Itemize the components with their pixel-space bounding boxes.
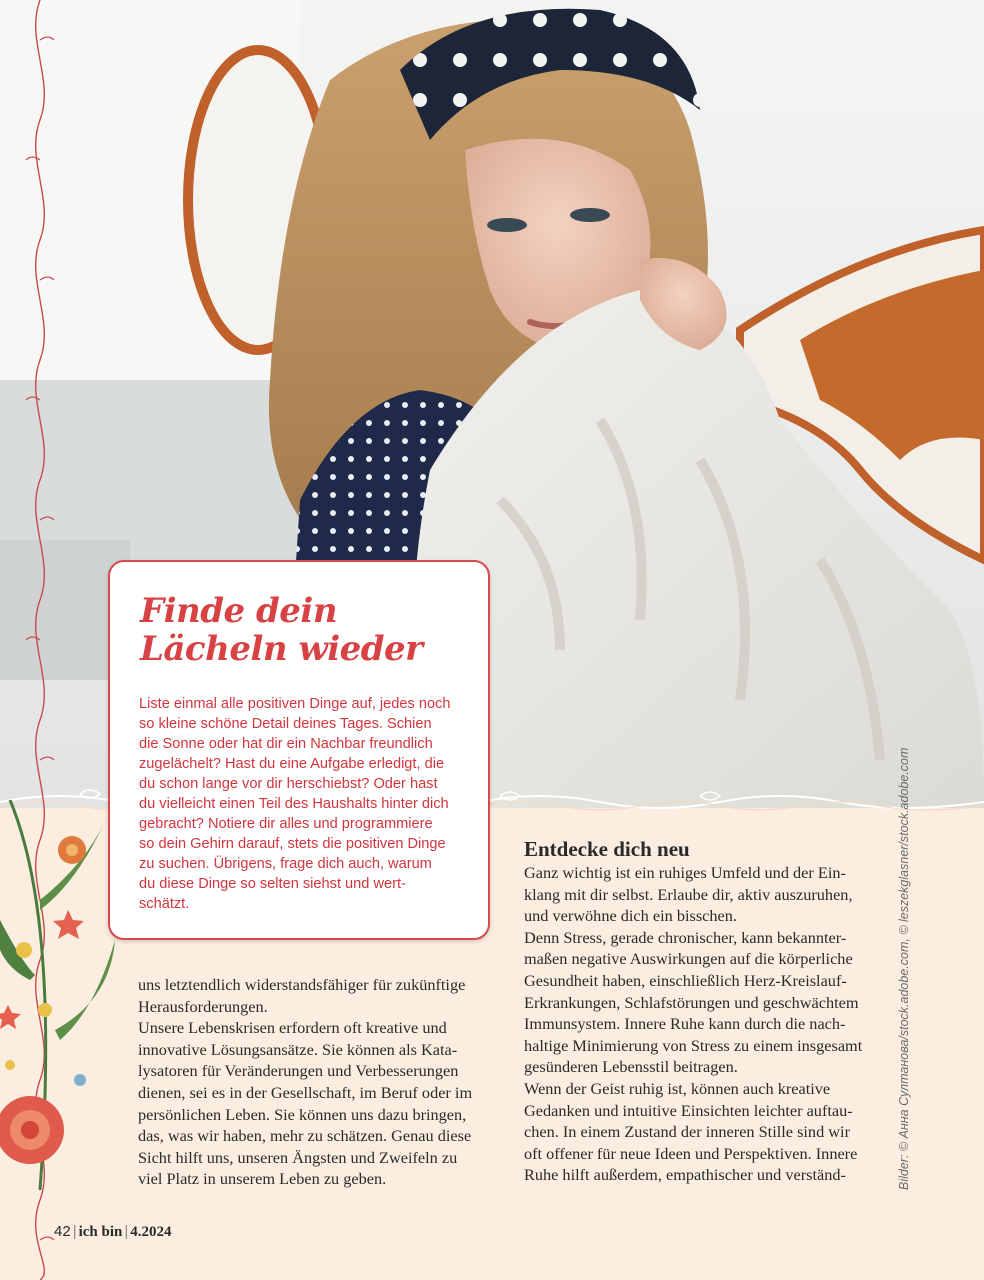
callout-line: Liste einmal alle positiven Dinge auf, jedes noch xyxy=(139,696,451,712)
page-number: 42 xyxy=(54,1223,71,1240)
footer-separator: | xyxy=(124,1223,129,1240)
body-line: klang mit dir selbst. Erlaube dir, aktiv auszuruhen, xyxy=(524,884,853,904)
callout-line: so kleine schöne Detail deines Tages. Schien xyxy=(139,716,432,732)
photo-credit: Bilder: © Анна Султанова/stock.adobe.com, © leszekglasner/stock.adobe.com xyxy=(897,747,911,1190)
body-line: gesünderen Lebensstil beitragen. xyxy=(524,1057,738,1077)
body-line: viel Platz in unserem Leben zu geben. xyxy=(138,1169,387,1189)
footer-separator: | xyxy=(72,1223,77,1240)
body-line: und verwöhne dich ein bisschen. xyxy=(524,906,737,926)
callout-line: du diese Dinge so selten siehst und wert- xyxy=(139,876,406,892)
section-heading: Entdecke dich neu xyxy=(524,837,690,861)
right-text-column xyxy=(524,836,874,1186)
callout-line: so dein Gehirn darauf, stets die positiven Dinge xyxy=(139,836,446,852)
callout-line: die Sonne oder hat dir ein Nachbar freundlich xyxy=(139,736,433,752)
tip-callout-box xyxy=(108,560,490,940)
body-line: Gedanken und intuitive Einsichten leichter auftau- xyxy=(524,1100,853,1120)
callout-line: gebracht? Notiere dir alles und programmiere xyxy=(139,816,433,832)
body-line: Gesundheit haben, einschließlich Herz-Kreislauf- xyxy=(524,970,847,990)
body-line: lysatoren für Veränderungen und Verbesserungen xyxy=(138,1061,459,1081)
floral-decoration xyxy=(0,800,120,1190)
magazine-name: ich bin xyxy=(78,1224,123,1240)
issue-number: 4.2024 xyxy=(130,1224,172,1240)
body-line: chen. In einem Zustand der inneren Stille sind wir xyxy=(524,1122,850,1142)
body-line: das, was wir haben, mehr zu schätzen. Genau diese xyxy=(138,1126,472,1146)
callout-line: zu suchen. Übrigens, frage dich auch, warum xyxy=(139,856,432,872)
page-footer xyxy=(54,1223,172,1241)
body-line: innovative Lösungsansätze. Sie können als Kata- xyxy=(138,1039,458,1059)
body-line: dienen, sei es in der Gesellschaft, im Beruf oder im xyxy=(138,1082,473,1102)
body-line: Herausforderungen. xyxy=(138,996,268,1016)
body-line: Denn Stress, gerade chronischer, kann bekannter- xyxy=(524,927,847,947)
callout-line: zugelächelt? Hast du eine Aufgabe erledigt, die xyxy=(139,756,445,772)
body-line: Unsere Lebenskrisen erfordern oft kreative und xyxy=(138,1018,447,1038)
callout-title: Finde dein Lächeln wieder xyxy=(140,591,423,669)
body-line: uns letztendlich widerstandsfähiger für zukünftige xyxy=(138,975,466,994)
body-line: haltige Minimierung von Stress zu einem insgesamt xyxy=(524,1035,863,1055)
callout-text xyxy=(139,694,479,914)
body-line: Ganz wichtig ist ein ruhiges Umfeld und der Ein- xyxy=(524,863,846,882)
body-line: oft offener für neue Ideen und Perspektiven. Innere xyxy=(524,1143,858,1163)
body-line: Erkrankungen, Schlafstörungen und geschwächtem xyxy=(524,992,859,1012)
callout-line: du vielleicht einen Teil des Haushalts hinter dich xyxy=(139,796,449,812)
callout-line: du schon lange vor dir herschiebst? Oder hast xyxy=(139,776,438,792)
body-line: Ruhe hilft außerdem, empathischer und verständ- xyxy=(524,1165,846,1185)
body-line: maßen negative Auswirkungen auf die körperliche xyxy=(524,949,853,969)
body-line: Sicht hilft uns, unseren Ängsten und Zweifeln zu xyxy=(138,1147,458,1167)
body-line: Immunsystem. Innere Ruhe kann durch die nach- xyxy=(524,1014,846,1034)
body-line: persönlichen Leben. Sie können uns dazu bringen, xyxy=(138,1104,467,1124)
callout-line: schätzt. xyxy=(139,896,190,912)
body-line: Wenn der Geist ruhig ist, können auch kreative xyxy=(524,1078,831,1098)
left-text-column xyxy=(138,974,488,1190)
